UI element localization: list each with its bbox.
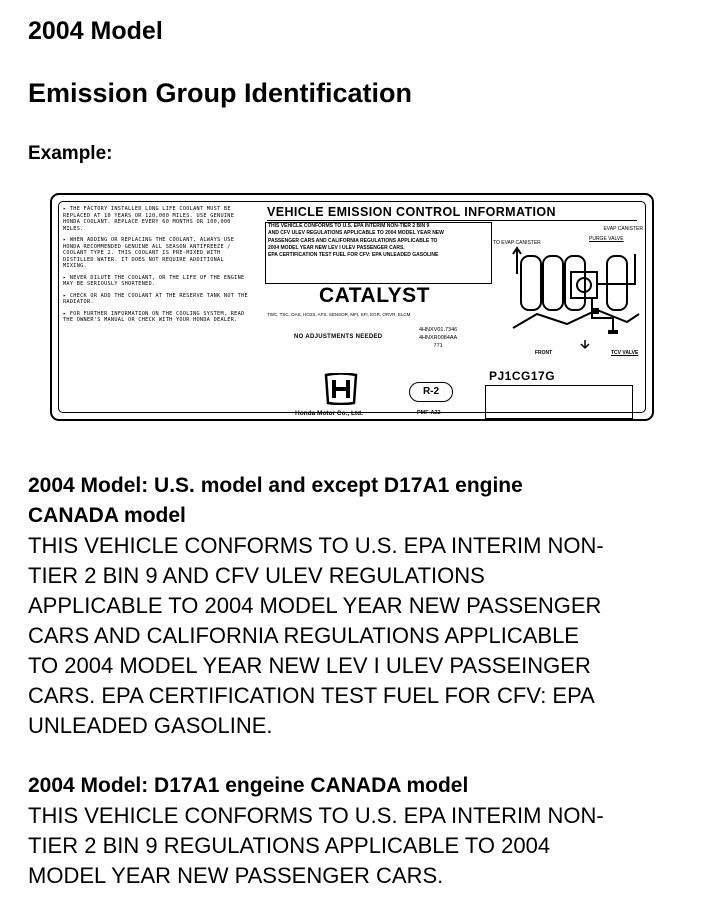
engine-codes: [419, 326, 457, 350]
honda-logo-icon: [323, 373, 359, 405]
warning-item: ▸ NEVER DILUTE THE COOLANT, OR THE LIFE OF THE ENGINE MAY BE SERIOUSLY SHORTENED.: [63, 275, 251, 288]
section-body-line: TO 2004 MODEL YEAR NEW LEV I ULEV PASSEINGER: [28, 653, 591, 678]
section-body-line: APPLICABLE TO 2004 MODEL YEAR NEW PASSENGER: [28, 593, 602, 618]
section-body-line: CARS. EPA CERTIFICATION TEST FUEL FOR CFV: EPA: [28, 683, 595, 708]
warning-item: ▸ WHEN ADDING OR REPLACING THE COOLANT, ALWAYS USE HONDA RECOMMENDED GENUINE ALL SEASON ANTIFREEZE / COOLANT TYPE 2. THIS COOLANT IS PRE-MIXED WITH DISTILLED WATER. IT DOES NOT REQUIRE ADDITIONAL MIXING.: [63, 237, 251, 270]
vec-line: AND CFV ULEV REGULATIONS APPLICABLE TO 2004 MODEL YEAR NEW: [268, 230, 444, 237]
engine-code: 4HNXV01.7346: [419, 327, 458, 333]
vacuum-hose-diagram-icon: [507, 244, 647, 352]
section-body-line: CARS AND CALIFORNIA REGULATIONS APPLICABLE: [28, 623, 579, 648]
section-body-line: TIER 2 BIN 9 AND CFV ULEV REGULATIONS: [28, 563, 485, 588]
section-d17a1-canada: [28, 771, 688, 891]
tcv-valve-label: TCV VALVE: [611, 350, 639, 356]
page-subtitle: Emission Group Identification: [28, 78, 413, 108]
no-adjustments-text: NO ADJUSTMENTS NEEDED: [294, 334, 383, 340]
vec-title: VEHICLE EMISSION CONTROL INFORMATION: [267, 205, 637, 221]
example-label: Example:: [28, 143, 113, 164]
sensor-line: TWC, TSC, OAS, HO2S, AFS, SENSOR, MFI, SFI, EGR, ORVR, ELCM: [267, 312, 411, 317]
warning-item: ▸ FOR FURTHER INFORMATION ON THE COOLING SYSTEM, READ THE OWNER'S MANUAL OR CHECK WITH YOUR HONDA DEALER.: [63, 311, 251, 324]
section-heading: 2004 Model: U.S. model and except D17A1 engine: [28, 474, 523, 497]
to-evap-canister-label: TO EVAP CANISTER: [493, 240, 541, 246]
engine-code: 771: [433, 343, 443, 349]
vec-line: PASSENGER CARS AND CALIFORNIA REGULATIONS APPLICABLE TO: [268, 237, 438, 244]
catalyst-text: CATALYST: [319, 284, 430, 307]
part-code: PJ1CG17G: [489, 369, 556, 383]
vec-line: THIS VEHICLE CONFORMS TO U.S. EPA INTERIM NON-TIER 2 BIN 9: [268, 223, 430, 229]
r2-badge: R-2: [409, 382, 453, 402]
section-body-line: UNLEADED GASOLINE.: [28, 713, 273, 738]
warning-item: ▸ CHECK OR ADD THE COOLANT AT THE RESERVE TANK NOT THE RADIATOR.: [63, 293, 251, 306]
section-body-line: MODEL YEAR NEW PASSENGER CARS.: [28, 863, 444, 888]
coolant-warnings: [63, 206, 251, 329]
section-heading: CANADA model: [28, 504, 186, 527]
vec-statement-box: [265, 222, 492, 284]
warning-item: ▸ THE FACTORY INSTALLED LONG LIFE COOLANT MUST BE REPLACED AT 10 YEARS OR 120,000 MILES. USE GENUINE HONDA COOLANT. REPLACE EVERY 60 MONTHS OR 100,000 MILES.: [63, 206, 251, 232]
engine-code: 4HNXR0084AA: [419, 335, 458, 341]
evap-canister-label: EVAP CANISTER: [603, 226, 643, 232]
pmf-code: PMF-A22: [417, 410, 441, 416]
emission-label: [50, 193, 654, 421]
section-us-model: [28, 471, 688, 741]
blank-box: [485, 385, 633, 419]
vec-line: 2004 MODEL YEAR NEW LEV I ULEV PASSENGER CARS.: [268, 244, 405, 251]
section-heading: 2004 Model: D17A1 engeine CANADA model: [28, 774, 469, 797]
manufacturer-name: Honda Motor Co., Ltd.: [295, 410, 363, 417]
page-title: 2004 Model: [28, 17, 163, 45]
vec-line: EPA CERTIFICATION TEST FUEL FOR CFV: EPA UNLEADED GASOLINE: [268, 252, 439, 259]
emission-label-inner: [58, 201, 646, 417]
section-body-line: THIS VEHICLE CONFORMS TO U.S. EPA INTERIM NON-: [28, 533, 604, 558]
front-label: FRONT: [535, 350, 553, 356]
purge-valve-label: PURGE VALVE: [589, 236, 624, 242]
section-body-line: THIS VEHICLE CONFORMS TO U.S. EPA INTERIM NON-: [28, 803, 604, 828]
section-body-line: TIER 2 BIN 9 REGULATIONS APPLICABLE TO 2004: [28, 833, 551, 858]
